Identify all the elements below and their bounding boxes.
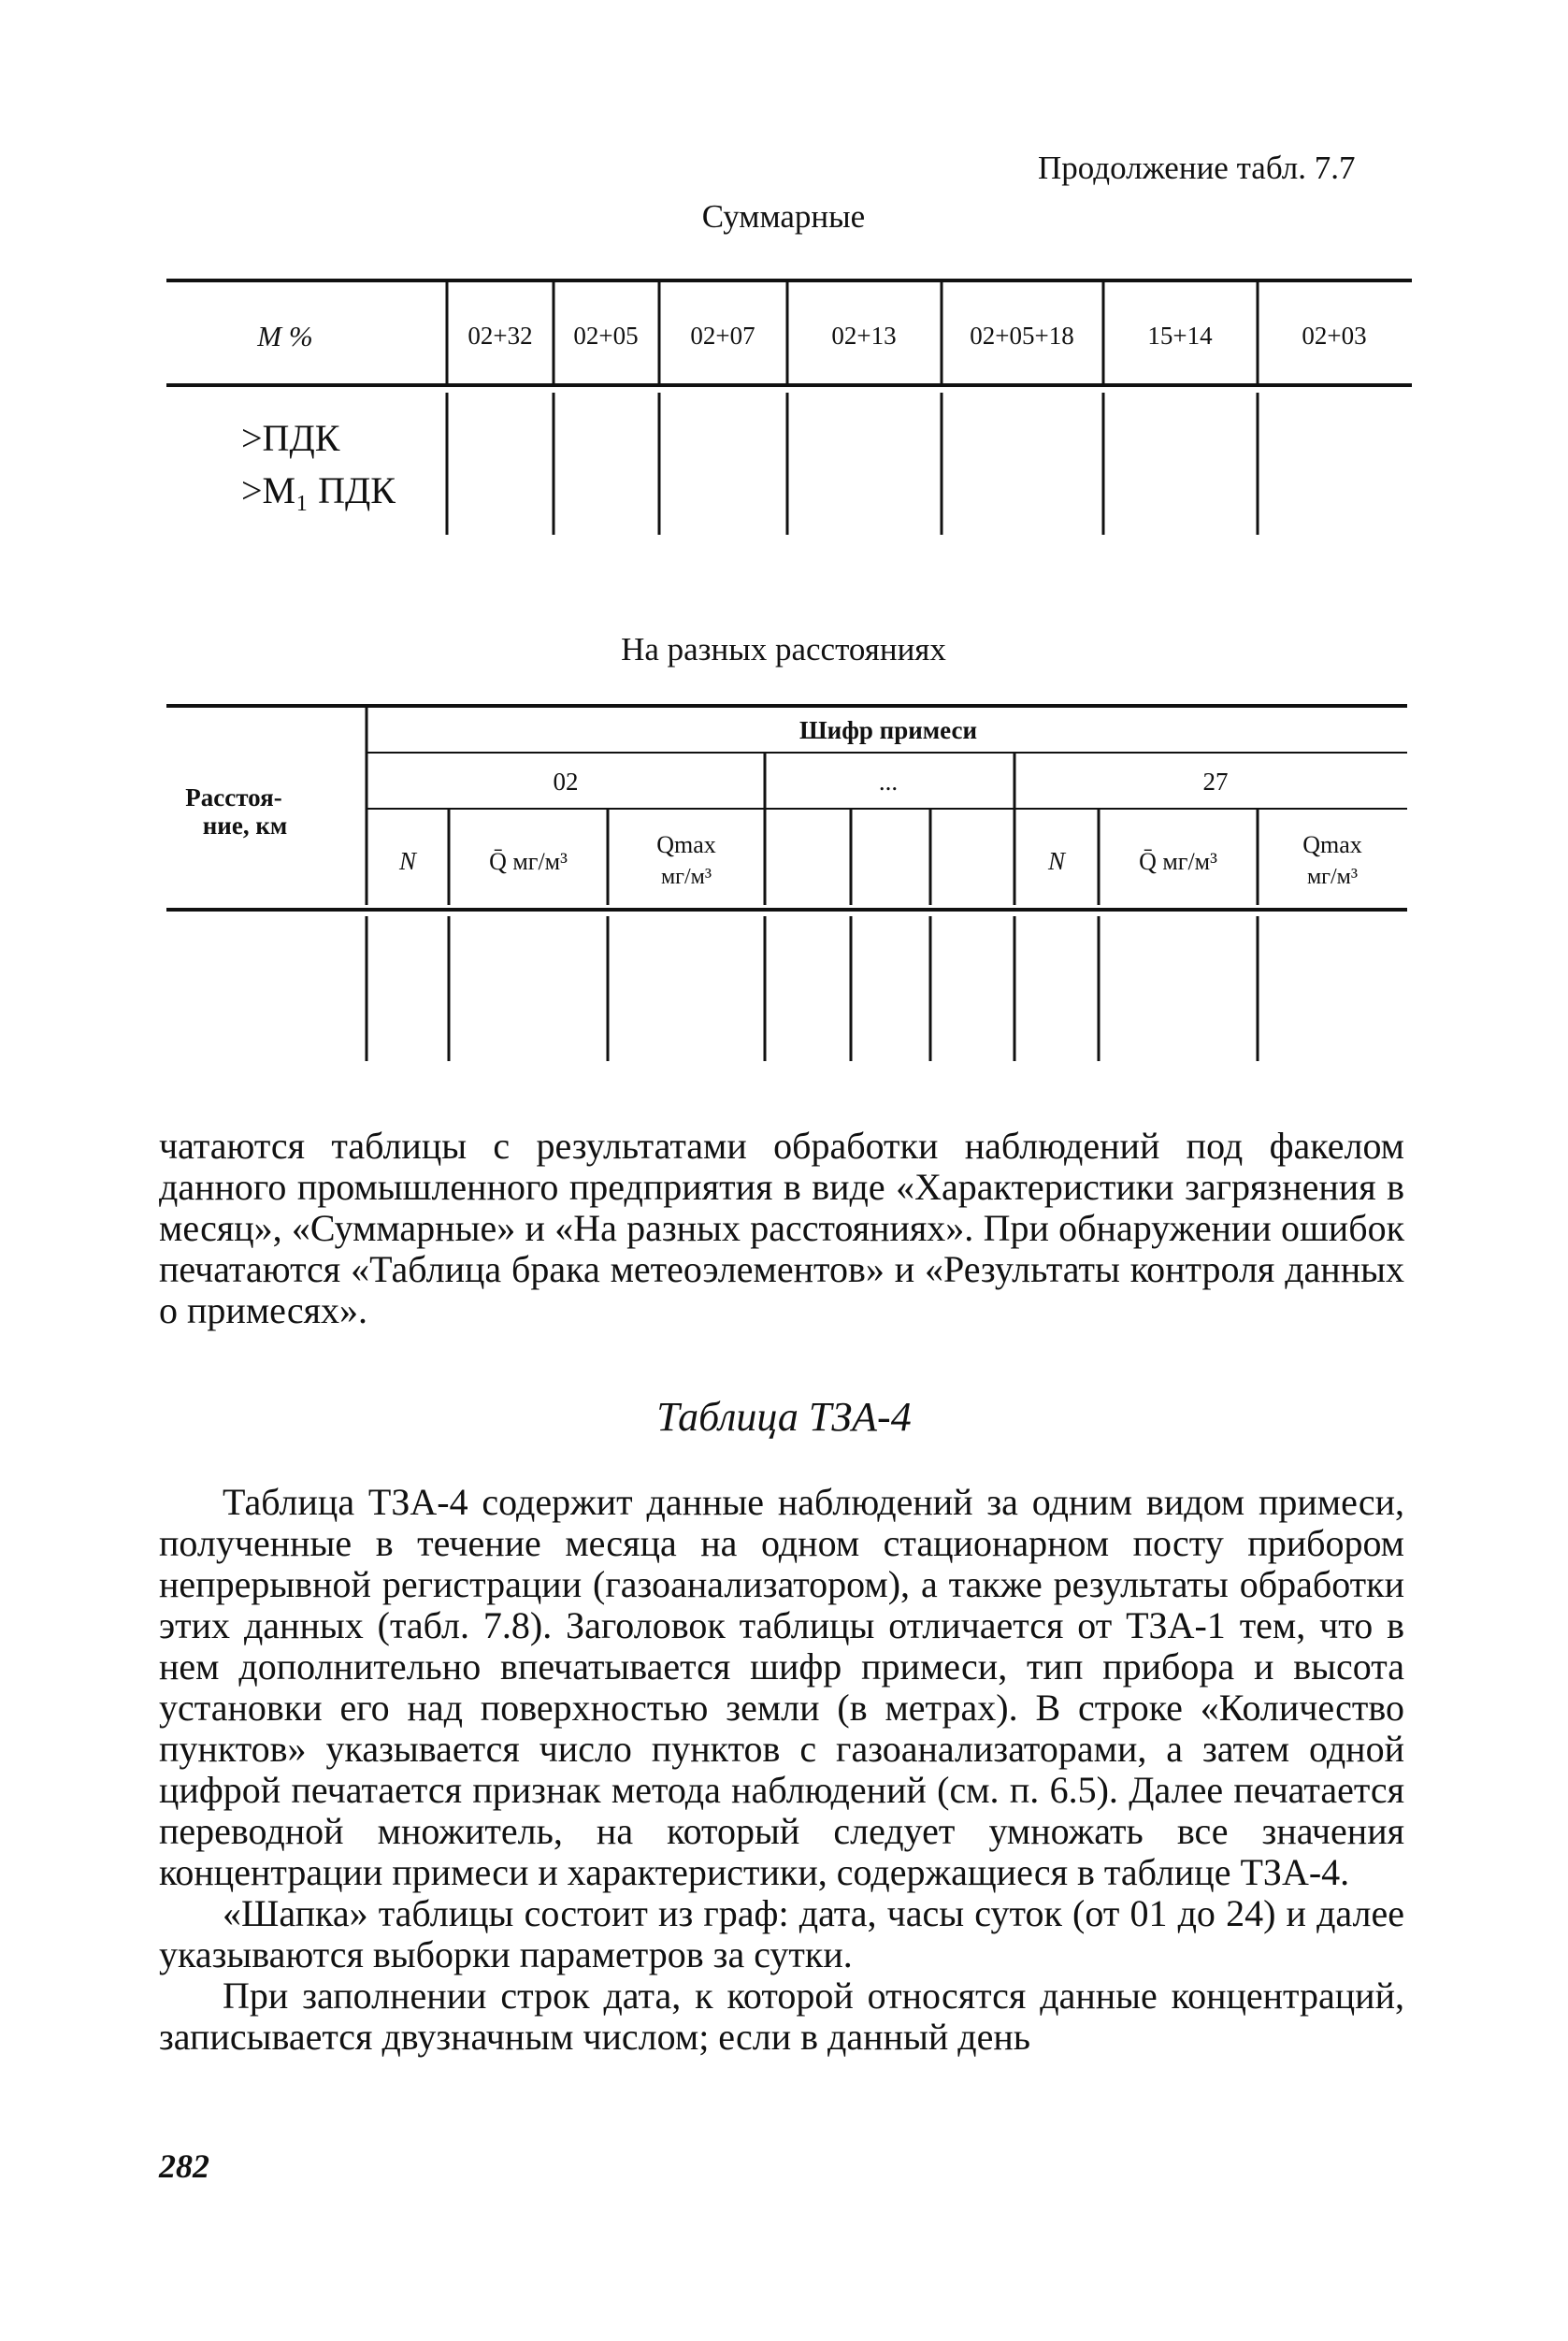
table1-col-4: 02+05+18 [970,322,1074,350]
table1-col-6: 02+03 [1302,322,1367,350]
table2-distances [0,0,1568,1122]
table1-col-5: 15+14 [1147,322,1213,350]
table2-sub-qmax-unit-left: мг/м³ [660,865,712,889]
table1-col-2: 02+07 [690,322,755,350]
body-paragraph-1 [159,1126,1404,1331]
table1-header-m: M % [257,320,313,352]
table2-caption: На разных расстояниях [621,631,946,668]
table2-group-header: Шифр примеси [798,716,978,744]
paragraph-text: «Шапка» таблицы состоит из граф: дата, часы суток (от 01 до 24) и далее указываются выборки параметров за сутки. [159,1892,1404,1975]
table2-sub-qmax-right: Qmax [1302,831,1362,858]
table2-sub-n-right: N [1047,847,1066,875]
page-number: 282 [159,2147,209,2185]
table2-sub-qmax-left: Qmax [656,831,716,858]
paragraph-text: чатаются таблицы с результатами обработки наблюдений под факелом данного промышленного предприятия в виде «Характеристики загрязнения в месяц», «Суммарные» и «На разных расстояниях». При обнаружении ошибок печатаются «Таблица брака метеоэлементов» и «Результаты контроля данных о примесях». [159,1125,1404,1331]
table1-col-0: 02+32 [468,322,533,350]
table2-row-header-line2: ние, км [202,811,288,840]
table1-row-0: >ПДК [241,417,340,459]
table2-group-ellipsis: ... [878,768,899,796]
table1-col-3: 02+13 [831,322,897,350]
body-paragraphs [159,1482,1404,2058]
table1-row-1: >M₁ ПДК [241,469,396,511]
section-title: Таблица ТЗА-4 [656,1394,912,1440]
table2-sub-qmax-unit-right: мг/м³ [1306,865,1359,889]
paragraph-text: Таблица ТЗА-4 содержит данные наблюдений за одним видом примеси, полученные в течение месяца на одном стационарном посту прибором непрерывной регистрации (газоанализатором), а также результаты обработки этих данных (табл. 7.8). Заголовок таблицы отличается от ТЗА-1 тем, что в нем дополнительно впечатывается шифр примеси, тип прибора и высота установки его над поверхностью земли (в метрах). В строке «Количество пунктов» указывается число пунктов с газоанализаторами, а затем одной цифрой печатается признак метода наблюдений (см. п. 6.5). Далее печатается переводной множитель, на который следует умножать все значения концентрации примеси и характеристики, содержащиеся в таблице ТЗА-4. [159,1481,1404,1893]
table1-caption: Суммарные [701,198,866,235]
table-continuation-label: Продолжение табл. 7.7 [1038,150,1356,186]
paragraph-text: При заполнении строк дата, к которой относятся данные концентраций, записывается двузначным числом; если в данный день [159,1975,1404,2058]
table2-sub-q-right: Q̄ мг/м³ [1139,848,1217,875]
table2-sub-n-left: N [398,847,417,875]
table2-sub-q-left: Q̄ мг/м³ [489,848,568,875]
table1-col-1: 02+05 [573,322,639,350]
table2-group-27: 27 [1202,768,1229,796]
table2-group-02: 02 [553,768,579,796]
table2-row-header-line1: Расстоя- [185,783,282,811]
table2-column-lines [367,706,1258,1061]
